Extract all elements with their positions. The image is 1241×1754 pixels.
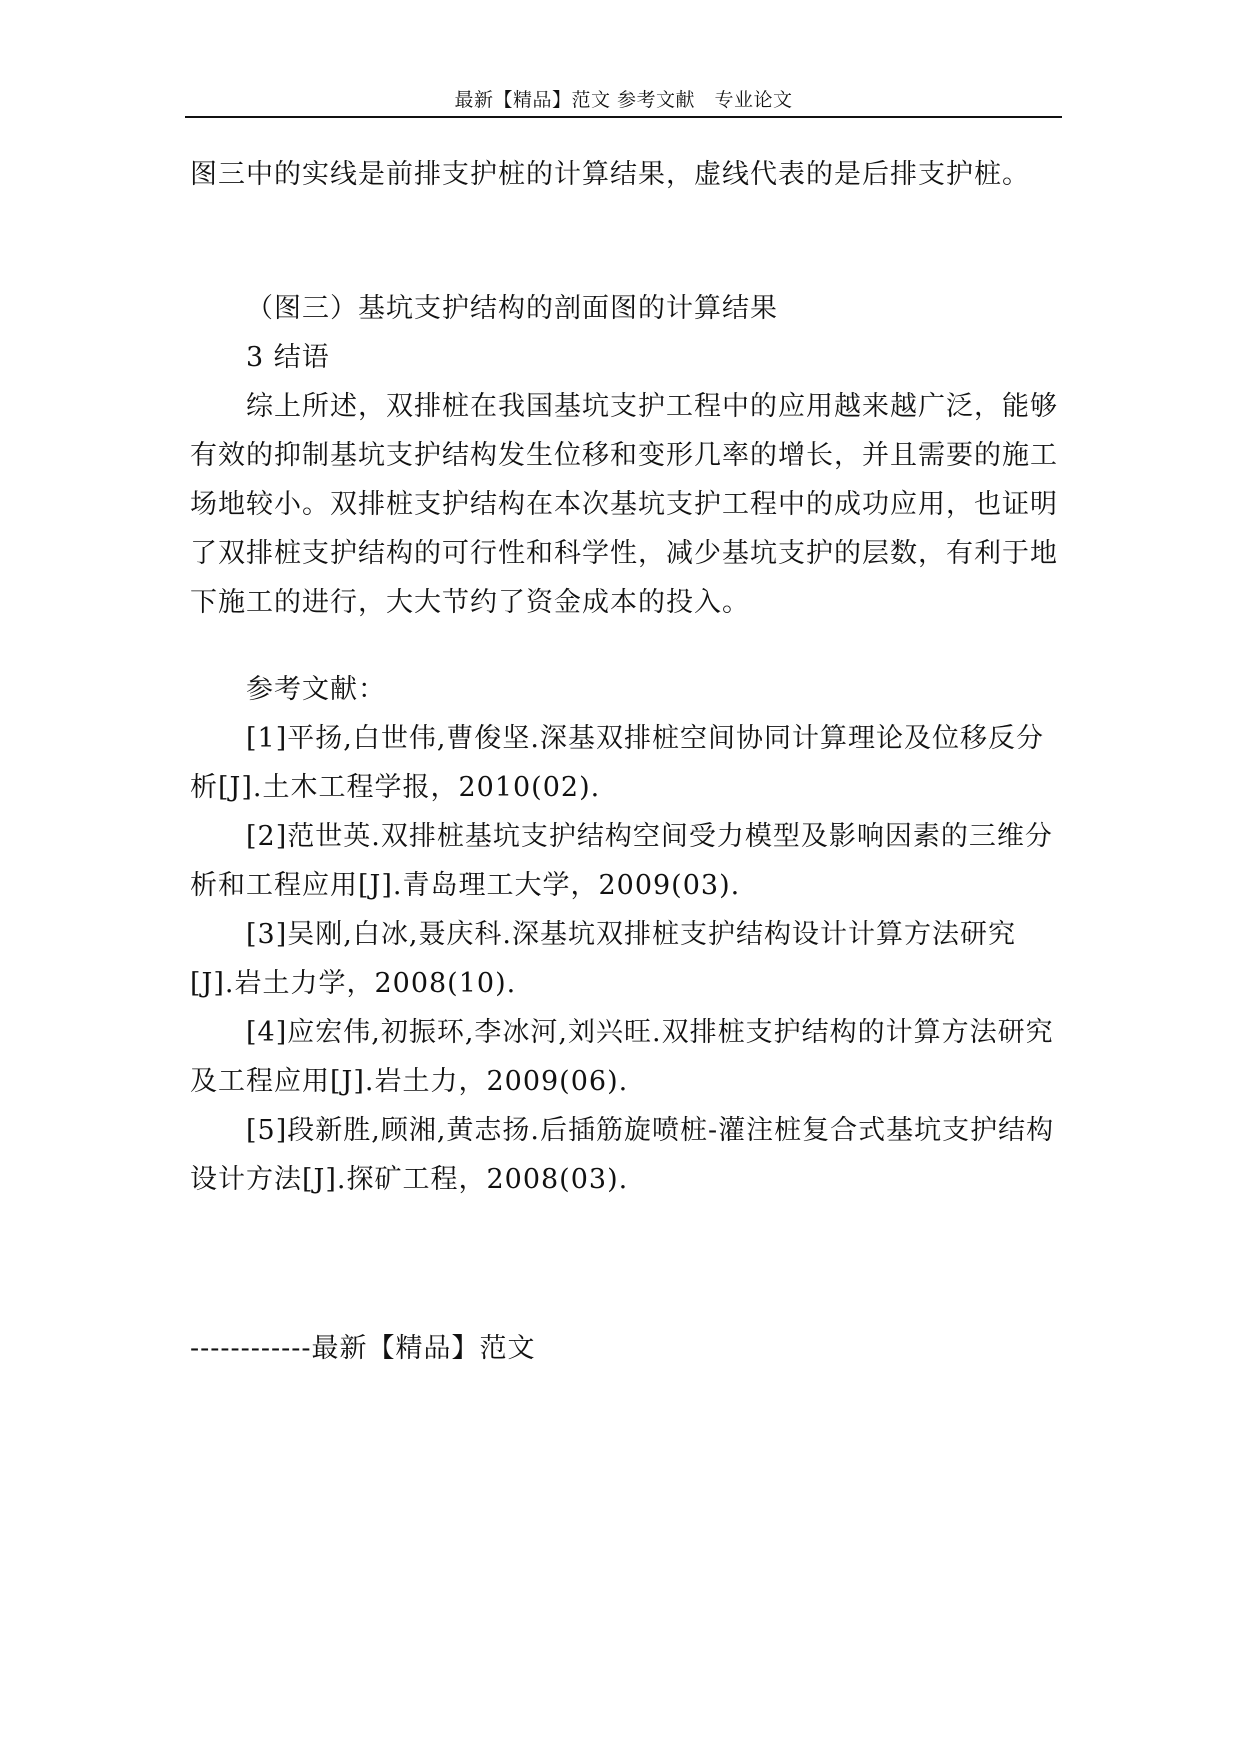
reference-item: [3]吴刚,白冰,聂庆科.深基坑双排桩支护结构设计计算方法研究[J].岩土力学，2008(10). [190, 919, 1016, 999]
references-title: 参考文献： [246, 674, 386, 705]
reference-item: [4]应宏伟,初振环,李冰河,刘兴旺.双排桩支护结构的计算方法研究及工程应用[J].岩土力，2009(06). [190, 1017, 1054, 1097]
conclusion-paragraph: 综上所述，双排桩在我国基坑支护工程中的应用越来越广泛，能够有效的抑制基坑支护结构发生位移和变形几率的增长，并且需要的施工场地较小。双排桩支护结构在本次基坑支护工程中的成功应用，也证明了双排桩支护结构的可行性和科学性，减少基坑支护的层数，有利于地下施工的进行，大大节约了资金成本的投入。 [190, 391, 1058, 618]
page-header [185, 84, 1062, 118]
reference-item: [5]段新胜,顾湘,黄志扬.后插筋旋喷桩-灌注桩复合式基坑支护结构设计方法[J].探矿工程，2008(03). [190, 1115, 1055, 1195]
reference-item: [1]平扬,白世伟,曹俊坚.深基双排桩空间协同计算理论及位移反分析[J].土木工程学报，2010(02). [190, 723, 1044, 803]
reference-item: [2]范世英.双排桩基坑支护结构空间受力模型及影响因素的三维分析和工程应用[J].青岛理工大学，2009(03). [190, 821, 1053, 901]
section-gap [190, 627, 1060, 665]
figure-space [190, 199, 1060, 284]
footer-text: ------------最新【精品】范文 [190, 1333, 536, 1364]
header-text: 最新【精品】范文 参考文献 专业论文 [454, 89, 793, 111]
footer-gap [190, 1204, 1060, 1324]
section-title: 3 结语 [246, 342, 330, 373]
figure-caption: （图三）基坑支护结构的剖面图的计算结果 [246, 293, 778, 324]
document-body [190, 150, 1060, 1373]
intro-paragraph: 图三中的实线是前排支护桩的计算结果，虚线代表的是后排支护桩。 [190, 159, 1030, 190]
